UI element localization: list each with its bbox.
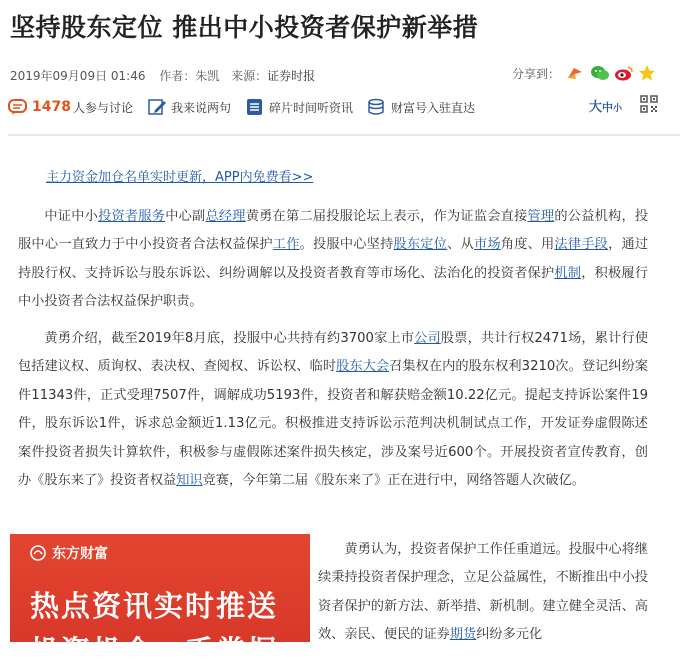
keyword-link[interactable]: 管理: [527, 209, 555, 224]
source-prefix: 来源：: [231, 69, 268, 83]
keyword-link[interactable]: 股东定位: [393, 237, 448, 253]
star-icon[interactable]: [638, 64, 656, 82]
text-run: 中心副: [165, 209, 206, 224]
font-size-switcher[interactable]: [589, 96, 622, 115]
keyword-link[interactable]: 服务: [138, 209, 166, 224]
text-run: ，通过持股行权、支持诉讼与股东诉讼、纠纷调解以及投资者教育等市场化、法治化的投资者保护: [18, 237, 649, 281]
promo-link[interactable]: 主力资金加仓名单实时更新，APP内免费看>>: [46, 170, 314, 185]
ad-banner[interactable]: [10, 534, 310, 668]
text-run: ，积极履行中小投资者合法权益保护职责。: [18, 265, 649, 310]
wechat-icon[interactable]: [590, 64, 608, 82]
font-big-option[interactable]: 大: [588, 100, 602, 115]
ad-brand: [30, 543, 108, 563]
ad-subline: 投资机会一手掌握: [30, 634, 279, 668]
text-run: 竞赛，今年第二届《股东来了》正在进行中，网络答题人次破亿。: [202, 473, 586, 489]
share-label: 分享到：: [511, 66, 560, 81]
author: 作者：朱凯: [159, 69, 220, 83]
paragraph-3: [318, 536, 648, 650]
font-small-option[interactable]: 小: [612, 104, 622, 114]
source-link[interactable]: 证券时报: [267, 69, 316, 83]
comment-count-link[interactable]: [8, 98, 133, 116]
font-mid-option[interactable]: 中: [601, 101, 613, 114]
text-run: 股票，共计行权2471场，累计行使包括建议权、质询权、表决权、查阅权、诉讼权、临时: [18, 331, 649, 375]
publish-date: 2019年09月09日 01:46: [10, 69, 146, 83]
keyword-link[interactable]: 总经理: [205, 209, 246, 224]
text-run: 中证中小: [44, 209, 99, 224]
edit-icon: [147, 98, 167, 116]
text-run: 。投服中心坚持: [299, 237, 394, 253]
caifuhao-link[interactable]: [367, 98, 475, 116]
comment-label: 人参与讨论: [72, 100, 133, 115]
comment-count: 1478: [32, 99, 71, 115]
toolbar-divider: [8, 134, 680, 136]
say-label: 我来说两句: [170, 100, 231, 115]
text-run: 召集权在内的股东权利3210次。登记纠纷案件11343件，正式受理7507件，调解成功5193件，投资者和解获赔金额10.22亿元。提起支持诉讼案件19件，股东诉讼1件，诉求总金额近1.13亿元。积极推进支持诉讼示范判决机制试点工作，开发证券虚假陈述案件投资者损失计算软件，积极参与虚假陈述案件损失核定，涉及案号近600个。开展投资者宣传教育，创办《股东来了》投资者权益: [18, 359, 649, 489]
toolbar-right: [589, 95, 658, 116]
ad-headline: 热点资讯实时推送: [30, 589, 279, 623]
text-run: 黄勇介绍，截至2019年8月底，投服中心共持有约3700家上市: [44, 331, 415, 346]
keyword-link[interactable]: 市场: [473, 237, 501, 253]
keyword-link[interactable]: 知识: [176, 473, 203, 489]
fragment-news-link[interactable]: [245, 98, 353, 116]
qrcode-icon[interactable]: [640, 95, 658, 116]
feed-icon[interactable]: [566, 64, 584, 82]
text-run: 角度、用: [500, 237, 555, 253]
list-icon: [245, 98, 265, 116]
keyword-link[interactable]: 公司: [414, 331, 441, 346]
fragment-label: 碎片时间听资讯: [269, 100, 354, 115]
article-meta: [10, 67, 315, 84]
coins-icon: [367, 98, 387, 116]
keyword-link[interactable]: 股东大会: [336, 359, 390, 375]
text-run: 、从: [447, 237, 474, 253]
keyword-link[interactable]: 工作: [272, 237, 300, 253]
paragraph-2: [18, 325, 648, 495]
ad-brand-label: 东方财富: [52, 546, 108, 562]
keyword-link[interactable]: 期货: [449, 627, 477, 643]
article-title: 坚持股东定位 推出中小投资者保护新举措: [10, 13, 479, 42]
paragraph-1: [18, 203, 648, 317]
weibo-icon[interactable]: [614, 64, 632, 82]
text-run: 黄勇在第二届投服论坛上表示，作为证监会直接: [245, 209, 528, 224]
keyword-link[interactable]: 法律手段: [554, 237, 609, 253]
say-something-button[interactable]: [147, 98, 231, 116]
keyword-link[interactable]: 投资者: [98, 209, 139, 224]
text-run: 黄勇认为，投资者保护工作任重道远。投服中心将继续秉持投资者保护理念，立足公益属性，不断推出中小投资者保护的新方法、新举措、新机制。建立健全灵活、高效、亲民、便民的证券: [318, 542, 648, 643]
comment-icon: [8, 98, 28, 116]
share-bar: [512, 64, 656, 82]
keyword-link[interactable]: 机制: [554, 265, 582, 281]
article-toolbar: [8, 94, 678, 120]
text-run: 纠纷多元化: [476, 627, 543, 643]
text-run: 的公益机构，投服中心一直致力于中小投资者合法权益保护: [18, 209, 649, 253]
caifuhao-label: 财富号入驻直达: [391, 100, 476, 115]
eastmoney-logo-icon: [30, 545, 46, 561]
